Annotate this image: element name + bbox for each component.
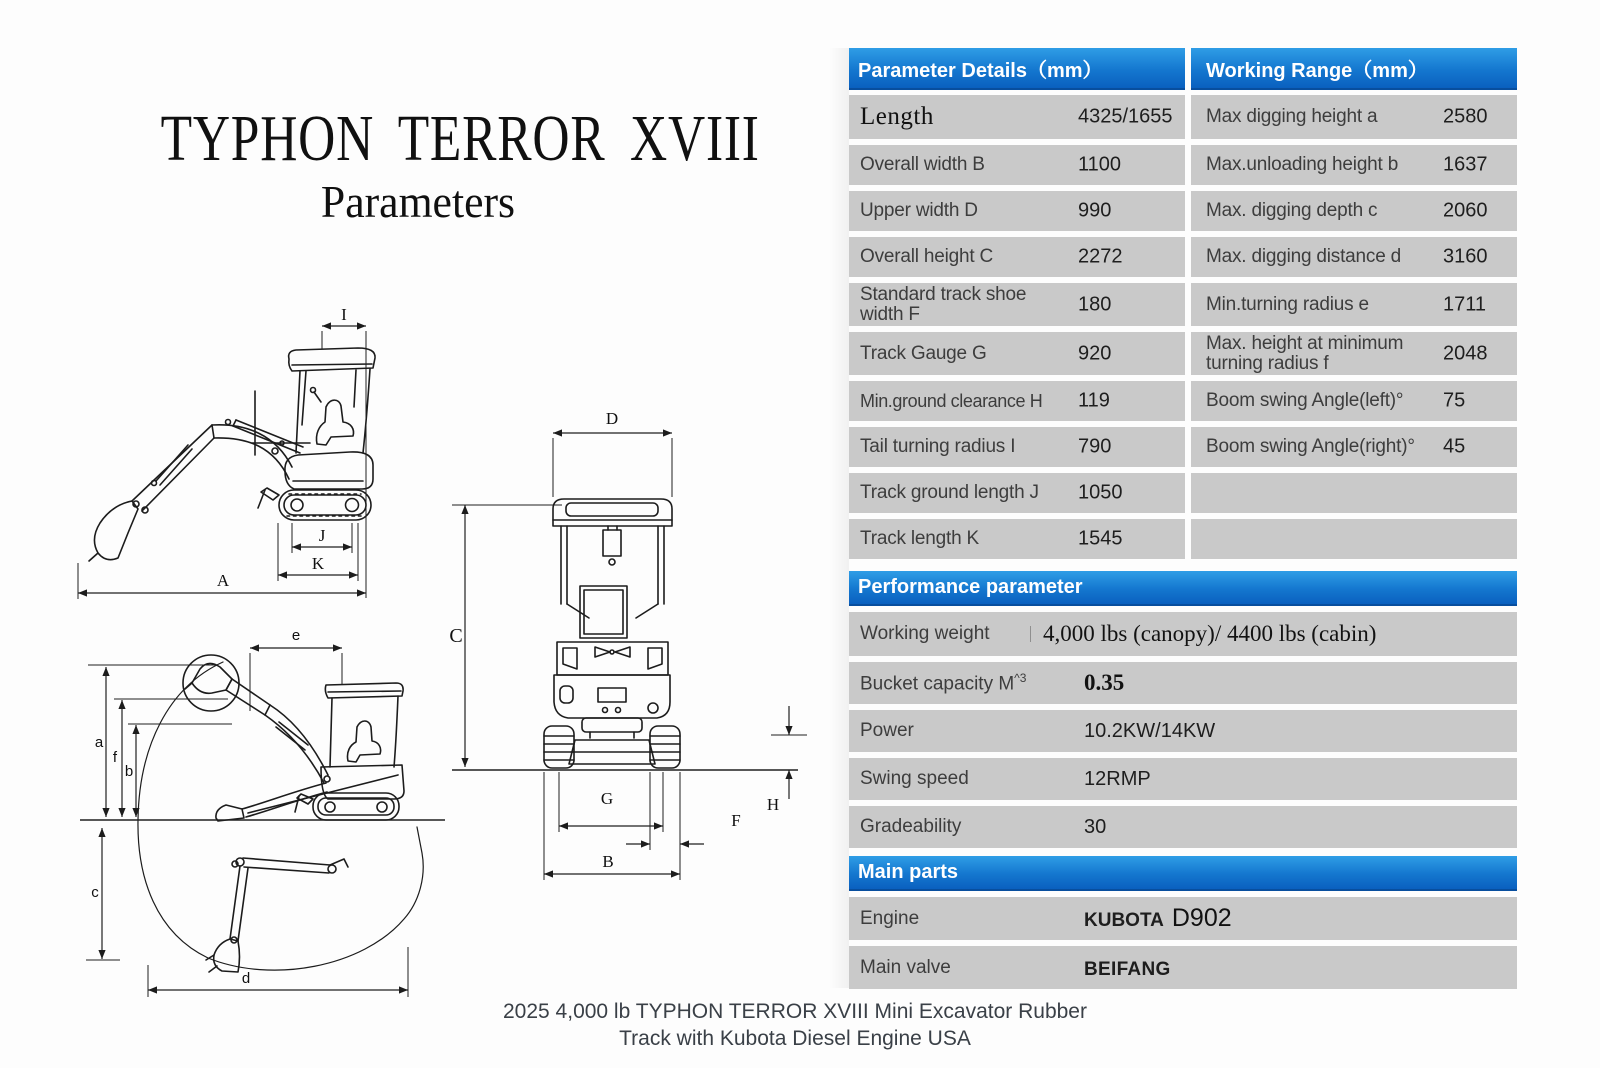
working-range-header: Working Range（mm） [1191,48,1517,90]
dim-label-h: H [766,795,780,814]
caption-line2: Track with Kubota Diesel Engine USA [619,1027,971,1050]
main-parts-row [849,897,1517,940]
dim-label-c: C [449,625,463,647]
spec-row [849,191,1517,231]
param-label: Track length K [860,528,979,549]
param-label: Track ground length J [860,482,1039,503]
spec-row [849,237,1517,277]
performance-row [849,612,1517,656]
valve-brand: BEIFANG [1084,959,1171,980]
range-value: 45 [1443,435,1466,458]
engine-brand: KUBOTA [1084,910,1164,931]
performance-value: 30 [1084,815,1107,838]
param-cell [849,519,1185,559]
param-cell [849,473,1185,513]
param-value: 920 [1078,342,1112,364]
param-cell [849,145,1185,185]
performance-row [849,662,1517,704]
spec-row [849,332,1517,375]
param-label: Length [860,103,934,130]
performance-value: 4,000 lbs (canopy)/ 4400 lbs (cabin) [1043,621,1377,646]
dim-label-f: F [731,811,741,830]
range-cell [1191,145,1517,185]
main-parts-label: Main valve [860,956,951,978]
performance-value: 12RMP [1084,767,1151,790]
param-cell [849,332,1185,375]
param-cell [849,283,1185,326]
range-cell [1191,283,1517,326]
dim-label-d: D [605,409,619,428]
param-label: Track Gauge G [860,342,987,364]
param-value: 990 [1078,199,1112,222]
param-value: 790 [1078,435,1112,458]
performance-label: Swing speed [860,768,969,789]
range-value: 1711 [1443,293,1487,315]
caption-line1: 2025 4,000 lb TYPHON TERROR XVIII Mini Excavator Rubber [503,1000,1087,1023]
spec-row [849,473,1517,513]
param-label: Upper width D [860,200,978,221]
performance-label: Gradeability [860,816,962,837]
param-cell [849,191,1185,231]
main-parts-row [849,946,1517,989]
spec-row [849,381,1517,421]
range-label: Boom swing Angle(right)° [1206,436,1415,457]
dim-label-j: J [318,526,326,545]
param-value: 1100 [1078,153,1122,176]
excavator-front-drawing [544,499,680,768]
spec-row [849,283,1517,326]
cell-divider [1030,626,1031,642]
range-cell [1191,191,1517,231]
range-value: 3160 [1443,245,1488,268]
excavator-front-view-diagram [440,390,810,890]
range-value: 2048 [1443,342,1488,364]
dim-label-b: B [602,852,614,871]
range-label: Min.turning radius e [1206,293,1369,315]
page-title [88,102,760,227]
spec-table-header [849,48,1517,90]
superscript: ^3 [1014,670,1027,685]
dim-label-k: K [311,554,325,573]
param-cell [849,237,1185,277]
range-cell [1191,519,1517,559]
excavator-side-view-diagram [60,295,395,607]
performance-label: Working weight [860,623,990,644]
dim-label-a: a [94,734,104,751]
range-label: Max. digging distance d [1206,246,1402,267]
performance-row [849,758,1517,800]
working-range-drawing [138,655,423,972]
param-value: 1545 [1078,527,1123,550]
range-label: Boom swing Angle(left)° [1206,390,1404,411]
param-label: Standard track shoe width F [860,283,1027,325]
dim-label-a: A [216,571,230,590]
param-cell [849,381,1185,421]
dim-label-c: c [91,884,99,901]
range-label: Max digging height a [1206,106,1378,127]
main-parts-section-header: Main parts [849,856,1517,891]
range-label: Max.unloading height b [1206,154,1399,175]
range-cell [1191,381,1517,421]
dim-label-g: G [600,789,614,808]
param-cell [849,95,1185,139]
spec-row [849,95,1517,139]
dim-label-e: e [291,627,301,644]
performance-label: Power [860,720,914,741]
range-label: Max. height at minimum turning radius f [1206,332,1404,374]
excavator-side-drawing [89,348,375,561]
spec-row [849,519,1517,559]
performance-label: Bucket capacity $M^{\^{}3}$ [860,670,1027,695]
performance-row [849,806,1517,848]
range-cell [1191,473,1517,513]
param-value: 1050 [1078,481,1123,504]
range-cell [1191,332,1517,375]
param-value: 2272 [1078,245,1123,268]
working-range-diagram [80,615,450,1010]
param-value: 4325/1655 [1078,105,1173,128]
performance-row [849,710,1517,752]
main-parts-value [1084,953,1179,982]
range-cell [1191,427,1517,467]
range-value: 2580 [1443,105,1488,128]
dim-label-b: b [124,763,134,780]
page-title-line2: Parameters [320,176,516,227]
param-value: 180 [1078,293,1112,315]
performance-section-header: Performance parameter [849,571,1517,606]
dim-label-d: d [241,970,251,987]
performance-value: 0.35 [1084,670,1125,695]
engine-model: D902 [1171,904,1232,932]
parameter-details-header: Parameter Details（mm） [849,48,1185,90]
range-value: 1637 [1443,153,1488,176]
param-label: Tail turning radius I [860,436,1016,457]
range-cell [1191,95,1517,139]
range-value: 2060 [1443,199,1488,222]
param-label: Overall width B [860,154,985,175]
page-title-line1: TYPHON TERROR XVIII [160,102,760,175]
front-view-dimensions [449,409,807,880]
dim-label-i: I [341,305,347,324]
spec-row [849,145,1517,185]
spec-row [849,427,1517,467]
param-cell [849,427,1185,467]
range-value: 75 [1443,389,1466,412]
main-parts-value [1084,904,1232,933]
caption [395,998,1195,1052]
main-parts-label: Engine [860,907,920,929]
performance-value: 10.2KW/14KW [1084,719,1216,742]
param-label: Min.ground clearance H [860,391,1043,411]
range-label: Max. digging depth c [1206,200,1378,221]
param-value: 119 [1078,389,1110,412]
dim-label-f: f [112,749,118,766]
param-label: Overall height C [860,246,994,267]
range-cell [1191,237,1517,277]
spec-panel [849,48,1517,995]
